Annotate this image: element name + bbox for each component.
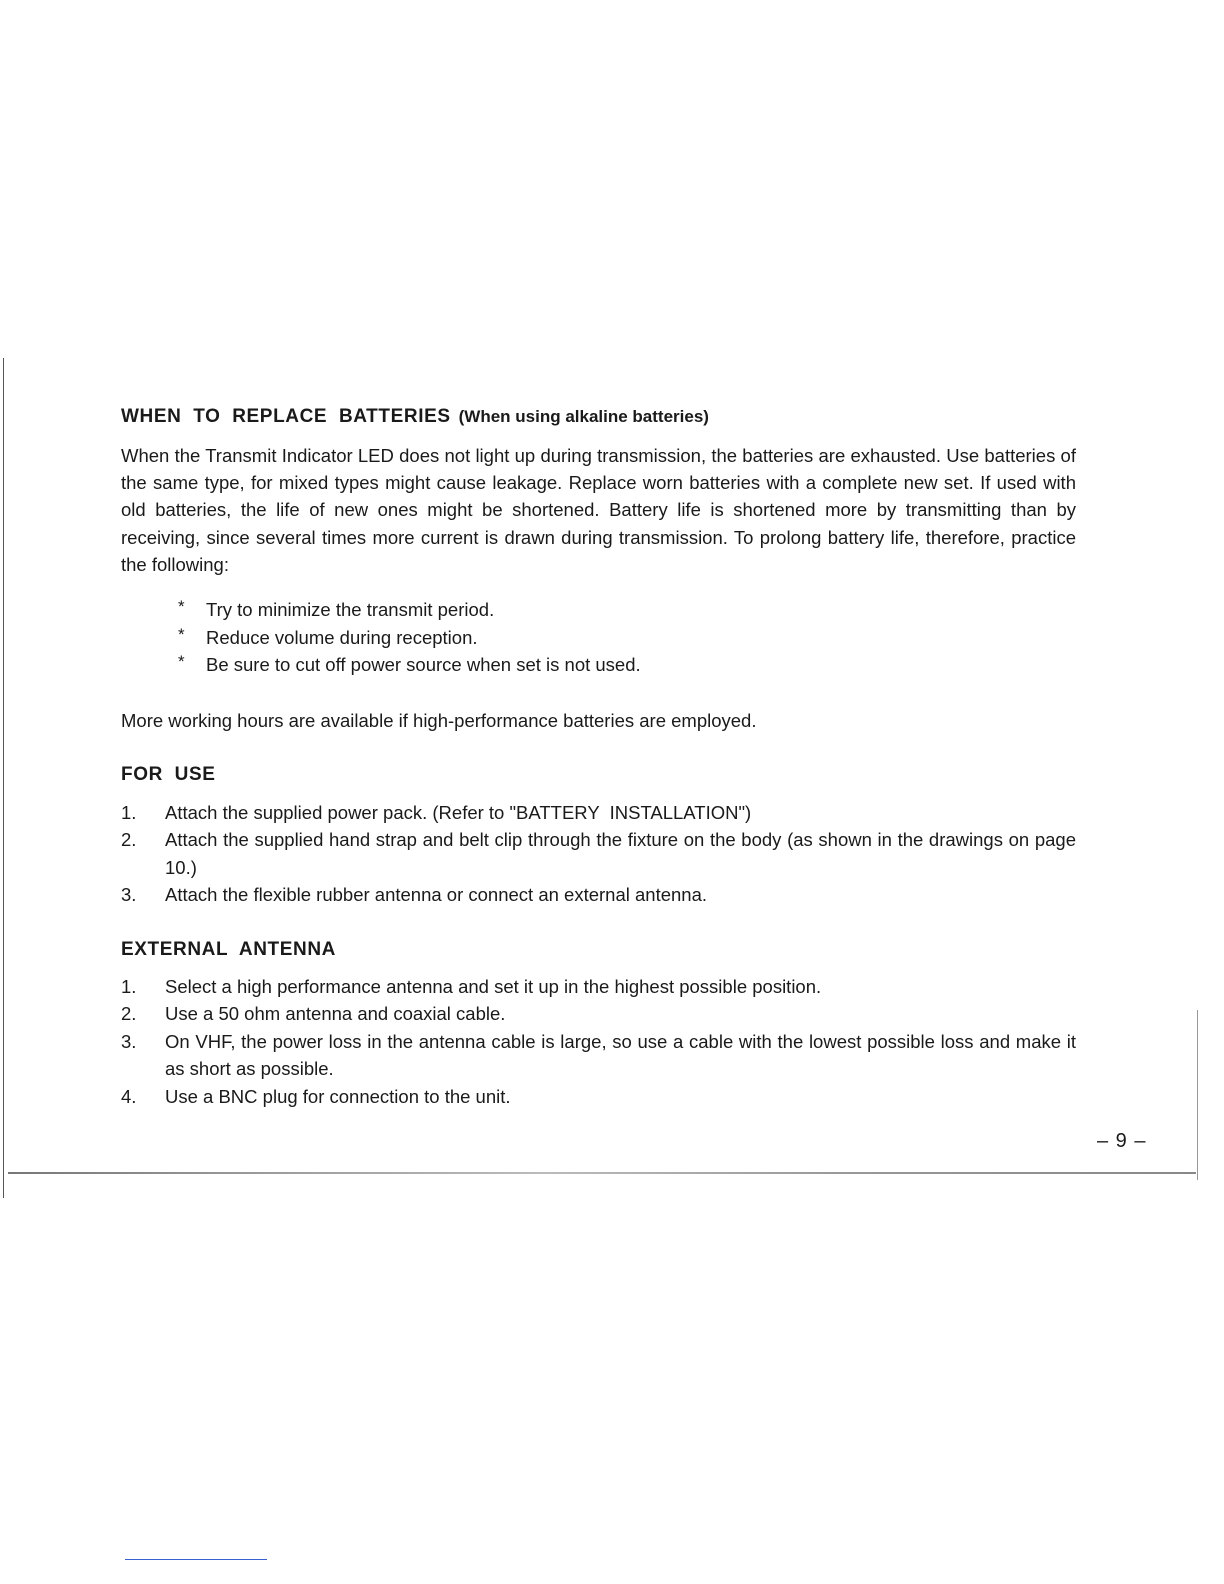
heading-main: WHEN TO REPLACE BATTERIES [121, 406, 451, 427]
battery-tips-list [121, 596, 1076, 679]
list-item [121, 799, 1076, 827]
item-text: On VHF, the power loss in the antenna cable is large, so use a cable with the lowest possible loss and make it as short as possible. [165, 1030, 1076, 1080]
bullet-text: Reduce volume during reception. [206, 626, 478, 648]
section-heading-replace-batteries [121, 405, 1076, 429]
scan-bottom-rule [8, 1172, 1196, 1174]
item-number: 1. [121, 801, 137, 823]
item-text: Attach the flexible rubber antenna or connect an external antenna. [165, 884, 708, 906]
list-item [121, 973, 1076, 1001]
item-text: Attach the supplied hand strap and belt clip through the fixture on the body (as shown in the drawings on page 10.) [165, 829, 1076, 878]
item-number: 3. [121, 1030, 137, 1052]
list-item [121, 1083, 1076, 1111]
list-item [178, 596, 1076, 624]
heading-subtitle: (When using alkaline batteries) [458, 407, 709, 426]
asterisk-bullet: * [178, 624, 185, 644]
list-item [121, 881, 1076, 909]
bullet-text: Try to minimize the transmit period. [206, 599, 495, 621]
item-text: Use a 50 ohm antenna and coaxial cable. [165, 1003, 506, 1025]
scan-edge-right [1197, 1010, 1198, 1180]
asterisk-bullet: * [178, 597, 185, 617]
list-item [121, 1028, 1076, 1083]
item-text: Attach the supplied power pack. (Refer to "BATTERY INSTALLATION") [165, 801, 752, 823]
bottom-underline [125, 1559, 267, 1560]
item-number: 3. [121, 884, 137, 906]
battery-paragraph: When the Transmit Indicator LED does not light up during transmission, the batteries are exhausted. Use batteries of the same type, for mixed types might cause leakage. Replace worn batteries with a complete new set. If used with old batteries, the life of new ones might be shortened. Battery life is shortened more by transmitting than by receiving, since several times more current is drawn during transmission. To prolong battery life, therefore, practice the following: [121, 445, 1076, 575]
section-heading-external-antenna: EXTERNAL ANTENNA [121, 938, 336, 960]
external-antenna-list [121, 973, 1076, 1111]
section-heading-for-use: FOR USE [121, 763, 216, 785]
asterisk-bullet: * [178, 652, 185, 672]
page-content [121, 405, 1076, 1110]
list-item [121, 1000, 1076, 1028]
item-number: 2. [121, 829, 137, 851]
closing-paragraph: More working hours are available if high-performance batteries are employed. [121, 709, 757, 731]
bullet-text: Be sure to cut off power source when set is not used. [206, 654, 641, 676]
item-number: 4. [121, 1085, 137, 1107]
list-item [178, 651, 1076, 679]
item-number: 2. [121, 1003, 137, 1025]
for-use-list [121, 799, 1076, 909]
list-item [121, 826, 1076, 881]
item-text: Use a BNC plug for connection to the unit. [165, 1085, 511, 1107]
scan-edge-left [3, 358, 4, 1198]
item-number: 1. [121, 975, 137, 997]
item-text: Select a high performance antenna and set it up in the highest possible position. [165, 975, 822, 997]
list-item [178, 624, 1076, 652]
page-number: – 9 – [1097, 1130, 1147, 1152]
